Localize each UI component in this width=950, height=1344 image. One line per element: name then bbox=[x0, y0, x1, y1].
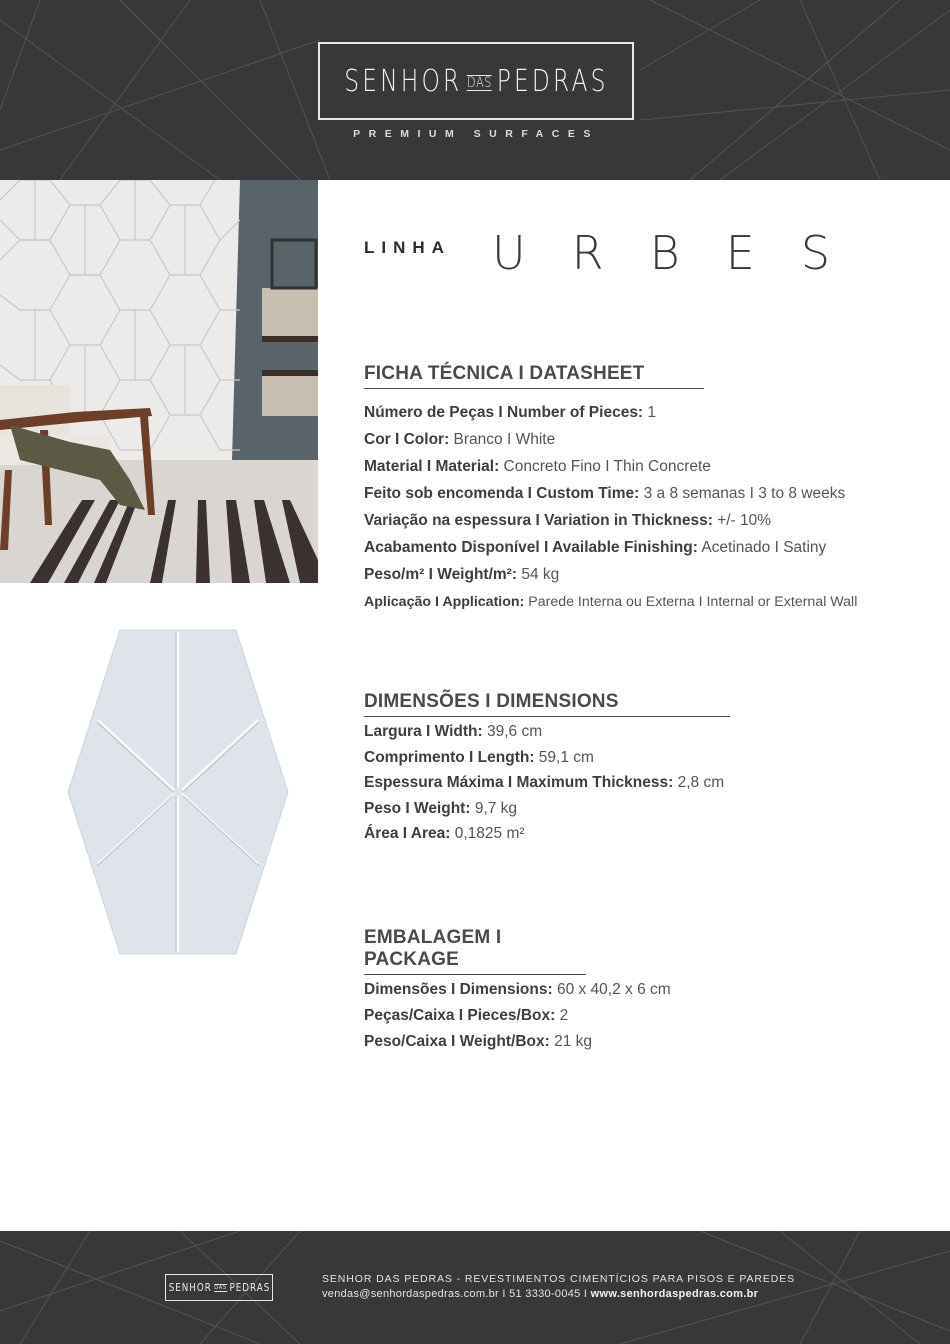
interior-photo bbox=[0, 180, 318, 583]
row-value: Concreto Fino I Thin Concrete bbox=[499, 458, 711, 475]
footer-website-link[interactable]: www.senhordaspedras.com.br bbox=[590, 1288, 759, 1300]
row-label: Peças/Caixa I Pieces/Box: bbox=[364, 1007, 556, 1024]
footer-logo-mid: DAS bbox=[213, 1284, 227, 1291]
brand-logo bbox=[318, 42, 634, 120]
datasheet-row bbox=[364, 507, 924, 534]
footer-logo-right: PEDRAS bbox=[229, 1281, 270, 1294]
datasheet-row bbox=[364, 480, 924, 507]
row-value: 2 bbox=[555, 1007, 569, 1024]
row-value: Acetinado I Satiny bbox=[697, 539, 827, 556]
package-row bbox=[364, 1029, 924, 1055]
package-row bbox=[364, 1003, 924, 1029]
package-section bbox=[364, 927, 924, 1055]
footer-banner bbox=[0, 1231, 950, 1344]
row-label: Espessura Máxima I Maximum Thickness: bbox=[364, 774, 674, 791]
brand-tagline: PREMIUM SURFACES bbox=[353, 128, 599, 140]
header-banner bbox=[0, 0, 950, 180]
line-prefix: LINHA bbox=[364, 238, 451, 257]
row-value: 60 x 40,2 x 6 cm bbox=[552, 981, 671, 998]
dimensions-section bbox=[364, 691, 924, 847]
dimension-row bbox=[364, 745, 924, 771]
datasheet-heading: FICHA TÉCNICA I DATASHEET bbox=[364, 363, 704, 389]
row-label: Peso I Weight: bbox=[364, 799, 471, 817]
datasheet-row bbox=[364, 588, 924, 616]
datasheet-row bbox=[364, 534, 924, 561]
footer-contact-line bbox=[322, 1288, 758, 1300]
row-value: 3 a 8 semanas I 3 to 8 weeks bbox=[639, 485, 846, 502]
row-label: Variação na espessura I Variation in Thickness: bbox=[364, 512, 713, 529]
brand-name-right: PEDRAS bbox=[496, 63, 609, 99]
row-label: Feito sob encomenda I Custom Time: bbox=[364, 485, 640, 502]
package-heading: EMBALAGEM I PACKAGE bbox=[364, 927, 586, 975]
brand-name-left: SENHOR bbox=[343, 63, 463, 99]
row-value: 39,6 cm bbox=[482, 723, 543, 740]
datasheet-section bbox=[364, 363, 924, 616]
row-value: 1 bbox=[643, 404, 657, 421]
footer-contact[interactable]: vendas@senhordaspedras.com.br I 51 3330-0045 I bbox=[322, 1288, 591, 1300]
row-value: Parede Interna ou Externa I Internal or External Wall bbox=[524, 594, 858, 610]
datasheet-row bbox=[364, 426, 924, 453]
row-label: Peso/m² I Weight/m²: bbox=[364, 566, 518, 583]
row-value: 0,1825 m² bbox=[450, 825, 525, 842]
row-label: Largura I Width: bbox=[364, 723, 483, 740]
datasheet-row bbox=[364, 453, 924, 480]
row-label: Área I Area: bbox=[364, 825, 451, 842]
row-value: 9,7 kg bbox=[470, 799, 518, 817]
row-label: Acabamento Disponível I Available Finishing: bbox=[364, 539, 698, 556]
row-value: 21 kg bbox=[549, 1033, 592, 1050]
row-value: 54 kg bbox=[517, 566, 560, 583]
brand-name-mid: DAS bbox=[466, 74, 492, 91]
footer-logo-left: SENHOR bbox=[168, 1281, 212, 1294]
row-label: Cor I Color: bbox=[364, 431, 450, 448]
dimension-row bbox=[364, 796, 924, 822]
dimension-row bbox=[364, 821, 924, 847]
row-value: Branco I White bbox=[449, 431, 556, 448]
dimension-row bbox=[364, 719, 924, 745]
datasheet-row bbox=[364, 561, 924, 588]
dimensions-heading: DIMENSÕES I DIMENSIONS bbox=[364, 691, 730, 717]
row-value: 2,8 cm bbox=[673, 774, 725, 791]
row-label: Número de Peças I Number of Pieces: bbox=[364, 404, 644, 421]
row-label: Peso/Caixa I Weight/Box: bbox=[364, 1033, 550, 1050]
dimension-row bbox=[364, 770, 924, 796]
datasheet-row bbox=[364, 399, 924, 426]
row-label: Comprimento I Length: bbox=[364, 748, 535, 766]
hexagon-tile-illustration bbox=[66, 628, 290, 956]
package-row bbox=[364, 977, 924, 1003]
row-label: Dimensões I Dimensions: bbox=[364, 981, 553, 998]
row-label: Aplicação I Application: bbox=[364, 594, 525, 610]
row-value: +/- 10% bbox=[712, 512, 772, 529]
row-label: Material I Material: bbox=[364, 458, 500, 475]
footer-company-line: SENHOR DAS PEDRAS - REVESTIMENTOS CIMENTÍCIOS PARA PISOS E PAREDES bbox=[322, 1273, 796, 1285]
footer-logo bbox=[165, 1274, 273, 1301]
product-line-name: URBES bbox=[492, 226, 877, 280]
row-value: 59,1 cm bbox=[534, 748, 594, 766]
